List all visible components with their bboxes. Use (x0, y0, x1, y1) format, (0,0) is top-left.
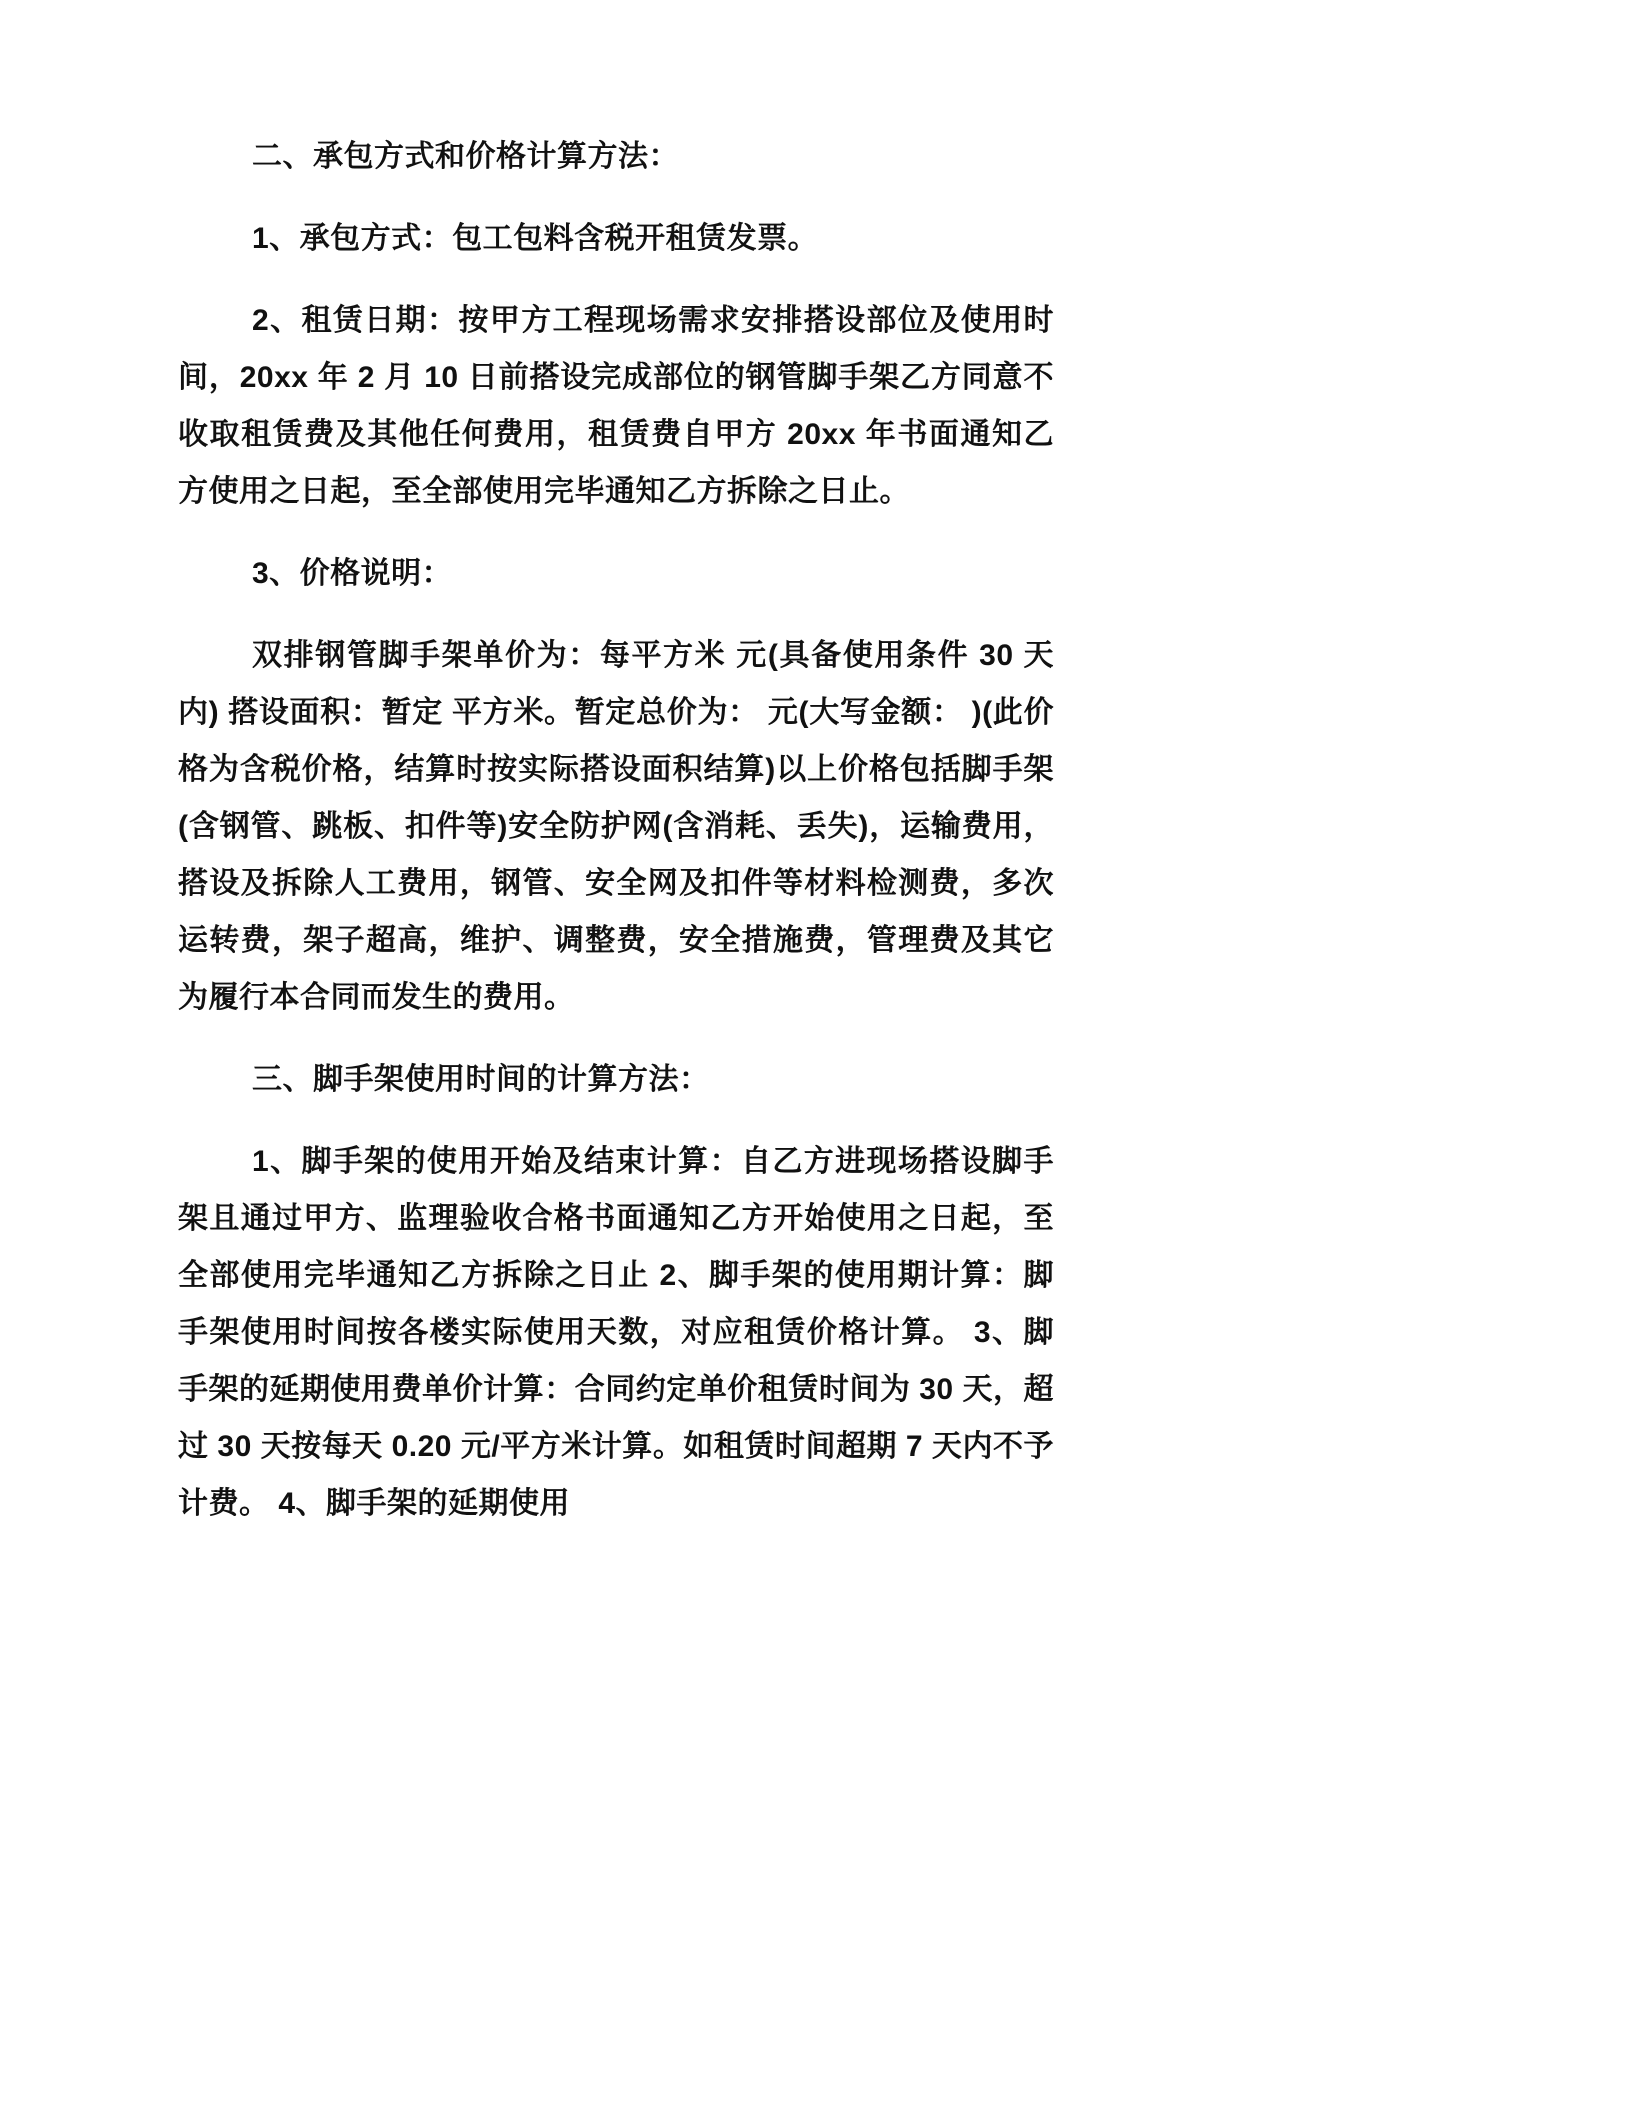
document-body (178, 128, 1054, 1532)
paragraph-price-details: 双排钢管脚手架单价为：每平方米 元(具备使用条件 30 天内) 搭设面积：暂定 平方米。暂定总价为： 元(大写金额： )(此价格为含税价格，结算时按实际搭设面积结算)以上价格包括脚手架(含钢管、跳板、扣件等)安全防护网(含消耗、丢失)，运输费用，搭设及拆除人工费用，钢管、安全网及扣件等材料检测费，多次运转费，架子超高，维护、调整费，安全措施费，管理费及其它为履行本合同而发生的费用。 (178, 639, 1054, 1014)
paragraph-contract-method: 1、承包方式：包工包料含税开租赁发票。 (252, 222, 819, 255)
paragraph-usage-time-calculation: 1、脚手架的使用开始及结束计算：自乙方进现场搭设脚手架且通过甲方、监理验收合格书面通知乙方开始使用之日起，至全部使用完毕通知乙方拆除之日止 2、脚手架的使用期计算：脚手架使用时间按各楼实际使用天数，对应租赁价格计算。 3、脚手架的延期使用费单价计算：合同约定单价租赁时间为 30 天，超过 30 天按每天 0.20 元/平方米计算。如租赁时间超期 7 天内不予计费。 4、脚手架的延期使用 (178, 1145, 1054, 1520)
section-heading-contract-method: 二、承包方式和价格计算方法： (252, 140, 679, 173)
section-heading-usage-time: 三、脚手架使用时间的计算方法： (252, 1063, 710, 1096)
subheading-price-description: 3、价格说明： (252, 557, 453, 590)
paragraph-lease-date: 2、租赁日期：按甲方工程现场需求安排搭设部位及使用时间，20xx 年 2 月 10 日前搭设完成部位的钢管脚手架乙方同意不收取租赁费及其他任何费用，租赁费自甲方 20xx 年书面通知乙方使用之日起，至全部使用完毕通知乙方拆除之日止。 (178, 304, 1054, 508)
